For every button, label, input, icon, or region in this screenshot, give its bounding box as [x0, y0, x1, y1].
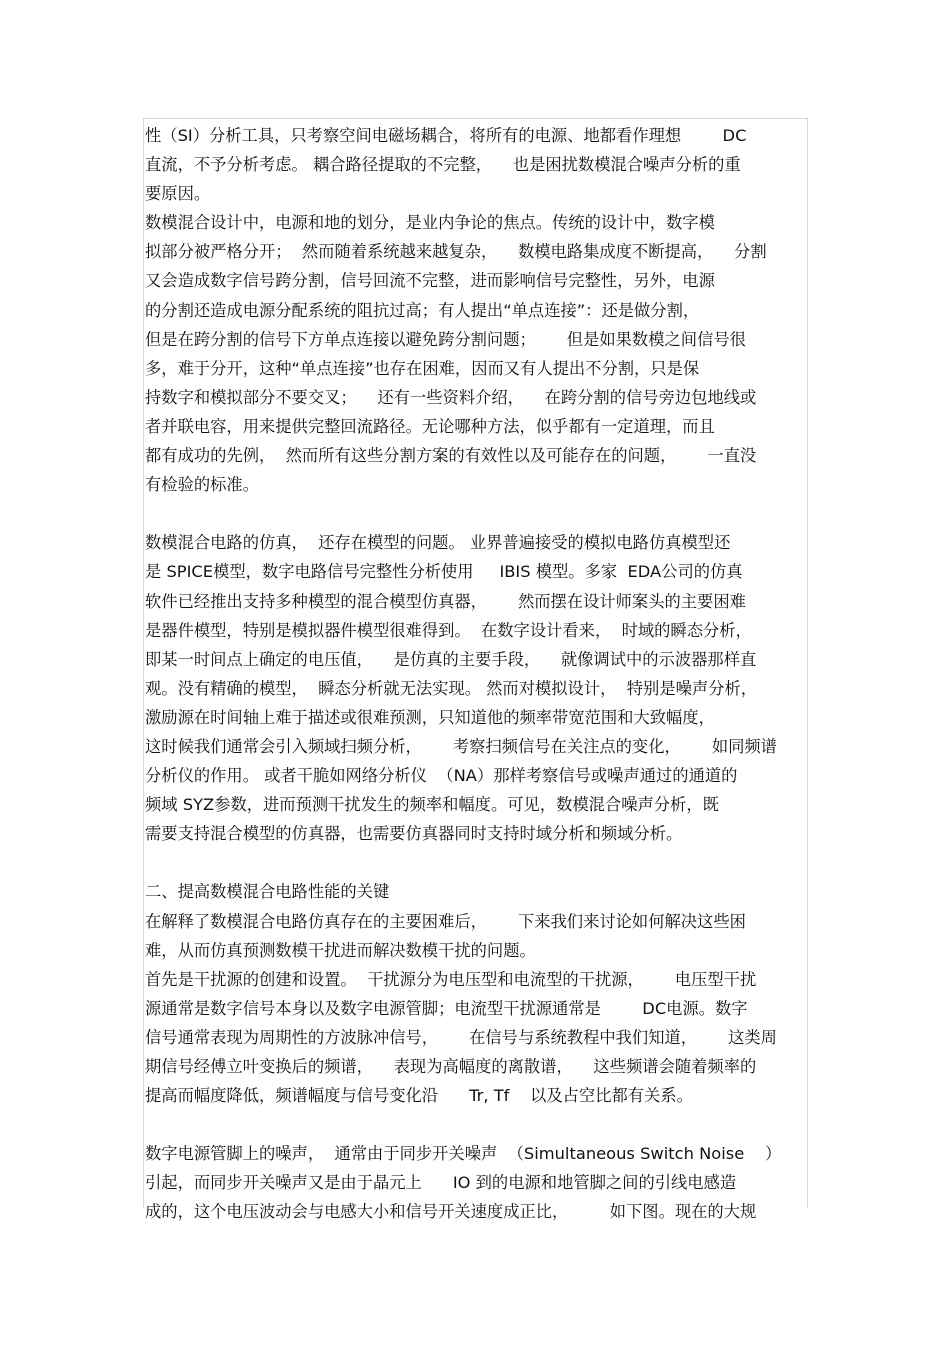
- text-line: 要原因。: [145, 184, 211, 204]
- page-border-left: [143, 118, 144, 1208]
- text-line: 源通常是数字信号本身以及数字电源管脚；电流型干扰源通常是 DC电源。数字: [145, 998, 748, 1018]
- text-line: 多，难于分开，这种“单点连接”也存在困难，因而又有人提出不分割，只是保: [145, 358, 700, 378]
- blank-line: [145, 499, 807, 528]
- text-line: 的分割还造成电源分配系统的阻抗过高；有人提出“单点连接”：还是做分割，: [145, 300, 700, 320]
- text-line: 都有成功的先例， 然而所有这些分割方案的有效性以及可能存在的问题， 一直没: [145, 446, 757, 466]
- section-heading: 二、提高数模混合电路性能的关键: [145, 882, 390, 902]
- text-line: 在解释了数模混合电路仿真存在的主要困难后， 下来我们来讨论如何解决这些困: [145, 911, 746, 931]
- text-line: 即某一时间点上确定的电压值， 是仿真的主要手段， 就像调试中的示波器那样直: [145, 649, 757, 669]
- text-line: 数字电源管脚上的噪声， 通常由于同步开关噪声 （Simultaneous Switch Noise ）: [145, 1144, 782, 1164]
- text-line: 但是在跨分割的信号下方单点连接以避免跨分割问题； 但是如果数模之间信号很: [145, 329, 746, 349]
- text-line: 难，从而仿真预测数模干扰进而解决数模干扰的问题。: [145, 940, 536, 960]
- blank-line: [145, 848, 807, 877]
- text-line: 频域 SYZ参数，进而预测干扰发生的频率和幅度。可见，数模混合噪声分析，既: [145, 795, 719, 815]
- text-line: 引起，而同步开关噪声又是由于晶元上 IO 到的电源和地管脚之间的引线电感造: [145, 1173, 737, 1193]
- text-line: 期信号经傅立叶变换后的频谱， 表现为高幅度的离散谱， 这些频谱会随着频率的: [145, 1057, 757, 1076]
- text-line: 数模混合电路的仿真， 还存在模型的问题。 业界普遍接受的模拟电路仿真模型还: [145, 533, 731, 553]
- page-border-top: [143, 118, 807, 119]
- text-line: 这时候我们通常会引入频域扫频分析， 考察扫频信号在关注点的变化， 如同频谱: [145, 736, 777, 756]
- text-line: 提高而幅度降低，频谱幅度与信号变化沿 Tr, Tf 以及占空比都有关系。: [145, 1086, 693, 1106]
- text-line: 是 SPICE模型，数字电路信号完整性分析使用 IBIS 模型。多家 EDA公司的仿真: [145, 562, 743, 582]
- text-line: 分析仪的作用。 或者干脆如网络分析仪 （NA）那样考察信号或噪声通过的通道的: [145, 766, 738, 786]
- text-line: 有检验的标准。: [145, 475, 259, 495]
- text-line: 观。没有精确的模型， 瞬态分析就无法实现。 然而对模拟设计， 特别是噪声分析，: [145, 678, 758, 698]
- document-body: [145, 121, 807, 1227]
- text-line: 直流，不予分析考虑。 耦合路径提取的不完整， 也是困扰数模混合噪声分析的重: [145, 155, 741, 175]
- text-line: 性（SI）分析工具，只考察空间电磁场耦合，将所有的电源、地都看作理想 DC: [145, 126, 747, 145]
- text-line: 持数字和模拟部分不要交叉； 还有一些资料介绍， 在跨分割的信号旁边包地线或: [145, 387, 757, 407]
- text-line: 成的，这个电压波动会与电感大小和信号开关速度成正比， 如下图。现在的大规: [145, 1202, 757, 1222]
- text-line: 是器件模型，特别是模拟器件模型很难得到。 在数字设计看来， 时域的瞬态分析，: [145, 620, 752, 640]
- text-line: 者并联电容，用来提供完整回流路径。无论哪种方法，似乎都有一定道理，而且: [145, 416, 715, 436]
- text-line: 数模混合设计中，电源和地的划分，是业内争论的焦点。传统的设计中，数字模: [145, 213, 715, 233]
- text-line: 信号通常表现为周期性的方波脉冲信号， 在信号与系统教程中我们知道， 这类周: [145, 1027, 777, 1047]
- blank-line: [145, 1110, 807, 1139]
- text-line: 又会造成数字信号跨分割，信号回流不完整，进而影响信号完整性，另外，电源: [145, 271, 715, 291]
- text-line: 首先是干扰源的创建和设置。 干扰源分为电压型和电流型的干扰源， 电压型干扰: [145, 969, 757, 989]
- page-border-right: [807, 118, 808, 1208]
- text-line: 需要支持混合模型的仿真器，也需要仿真器同时支持时域分析和频域分析。: [145, 824, 683, 844]
- text-line: 拟部分被严格分开； 然而随着系统越来越复杂， 数模电路集成度不断提高， 分割: [145, 242, 767, 262]
- text-line: 激励源在时间轴上难于描述或很难预测，只知道他的频率带宽范围和大致幅度，: [145, 707, 715, 727]
- text-line: 软件已经推出支持多种模型的混合模型仿真器， 然而摆在设计师案头的主要困难: [145, 591, 746, 611]
